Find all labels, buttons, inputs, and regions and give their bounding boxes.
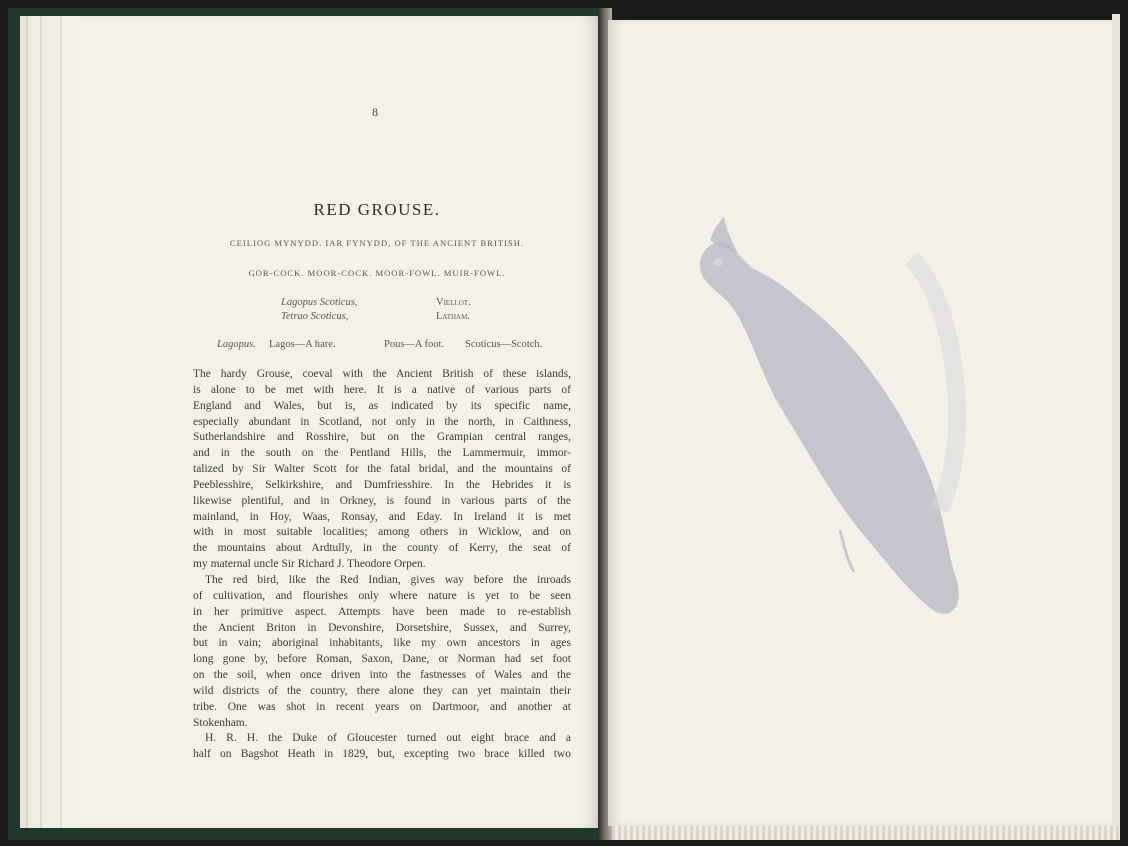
page-number: 8	[372, 105, 378, 119]
text-line: especially abundant in Scotland, not only in the north, in Caithness,	[193, 415, 571, 428]
body-text	[193, 367, 571, 763]
text-line: is alone to be met with here. It is a native of various parts of	[193, 383, 571, 396]
text-line: of cultivation, and flourishes only where nature is yet to be seen	[193, 589, 571, 602]
synonym-author: Latham.	[436, 311, 470, 322]
etymology-line	[0, 339, 754, 355]
text-line: long gone by, before Roman, Saxon, Dane, or Norman had set foot	[193, 653, 571, 666]
page-title: RED GROUSE.	[313, 200, 441, 219]
text-line: Stokenham.	[193, 716, 248, 729]
text-line: wild districts of the country, there alone they can yet maintain their	[193, 684, 571, 697]
synonym-latin: Lagopus Scoticus,	[281, 297, 358, 308]
text-line: and in the south on the Pentland Hills, the Lammermuir, immor-	[193, 447, 571, 460]
text-line: The hardy Grouse, coeval with the Ancient British of these islands,	[193, 368, 571, 380]
etymology-pous: Pous—A foot.	[384, 339, 445, 350]
text-line: Peeblesshire, Selkirkshire, and Dumfriesshire. In the Hebrides it is	[193, 478, 571, 491]
text-line: on the soil, when once driven into the fastnesses of Wales and the	[193, 669, 571, 682]
text-line: The red bird, like the Red Indian, gives way before the inroads	[205, 573, 571, 586]
red-grouse-bleedthrough-illustration	[690, 210, 990, 630]
text-line: likewise plentiful, and in Orkney, is found in various parts of the	[193, 494, 571, 507]
text-line: the mountains about Ardtully, in the county of Kerry, the seat of	[193, 542, 571, 555]
etymology-scoticus: Scoticus—Scotch.	[465, 339, 543, 350]
text-line: half on Bagshot Heath in 1829, but, excepting two brace killed two	[193, 748, 571, 761]
bottom-page-edge	[612, 826, 1120, 840]
text-line: England and Wales, but is, as indicated by its specific name,	[193, 399, 571, 412]
synonym-latin: Tetrao Scoticus,	[281, 311, 349, 322]
text-line: H. R. H. the Duke of Gloucester turned out eight brace and a	[205, 732, 571, 745]
text-line: mainland, in Hoy, Waas, Ronsay, and Eday. In Ireland it is met	[193, 510, 571, 523]
welsh-names: CEILIOG MYNYDD. IAR FYNYDD, OF THE ANCIENT BRITISH.	[229, 238, 525, 248]
text-line: my maternal uncle Sir Richard J. Theodore Orpen.	[193, 558, 426, 571]
text-line: Sutherlandshire and Rosshire, but on the Grampian central ranges,	[193, 431, 571, 444]
synonym-author: Viellot.	[436, 297, 471, 308]
page-stack-edge	[20, 16, 82, 828]
text-line: in her primitive aspect. Attempts have been made to re-establish	[193, 605, 571, 618]
text-line: talized by Sir Walter Scott for the fatal bridal, and the mountains of	[193, 463, 571, 476]
right-page-edge	[1112, 14, 1120, 830]
etymology-genus: Lagopus.	[217, 339, 256, 350]
common-names: GOR-COCK. MOOR-COCK. MOOR-FOWL. MUIR-FOWL.	[248, 268, 506, 278]
text-line: but in vain; aboriginal inhabitants, like my own ancestors in ages	[193, 637, 571, 650]
text-line: the Ancient Briton in Devonshire, Dorsetshire, Sussex, and Surrey,	[193, 621, 571, 634]
etymology-lagos: Lagos—A hare.	[269, 339, 336, 350]
text-line: with in most suitable localities; among others in Wicklow, and on	[193, 526, 571, 539]
text-line: tribe. One was shot in recent years on Dartmoor, and another at	[193, 700, 571, 713]
